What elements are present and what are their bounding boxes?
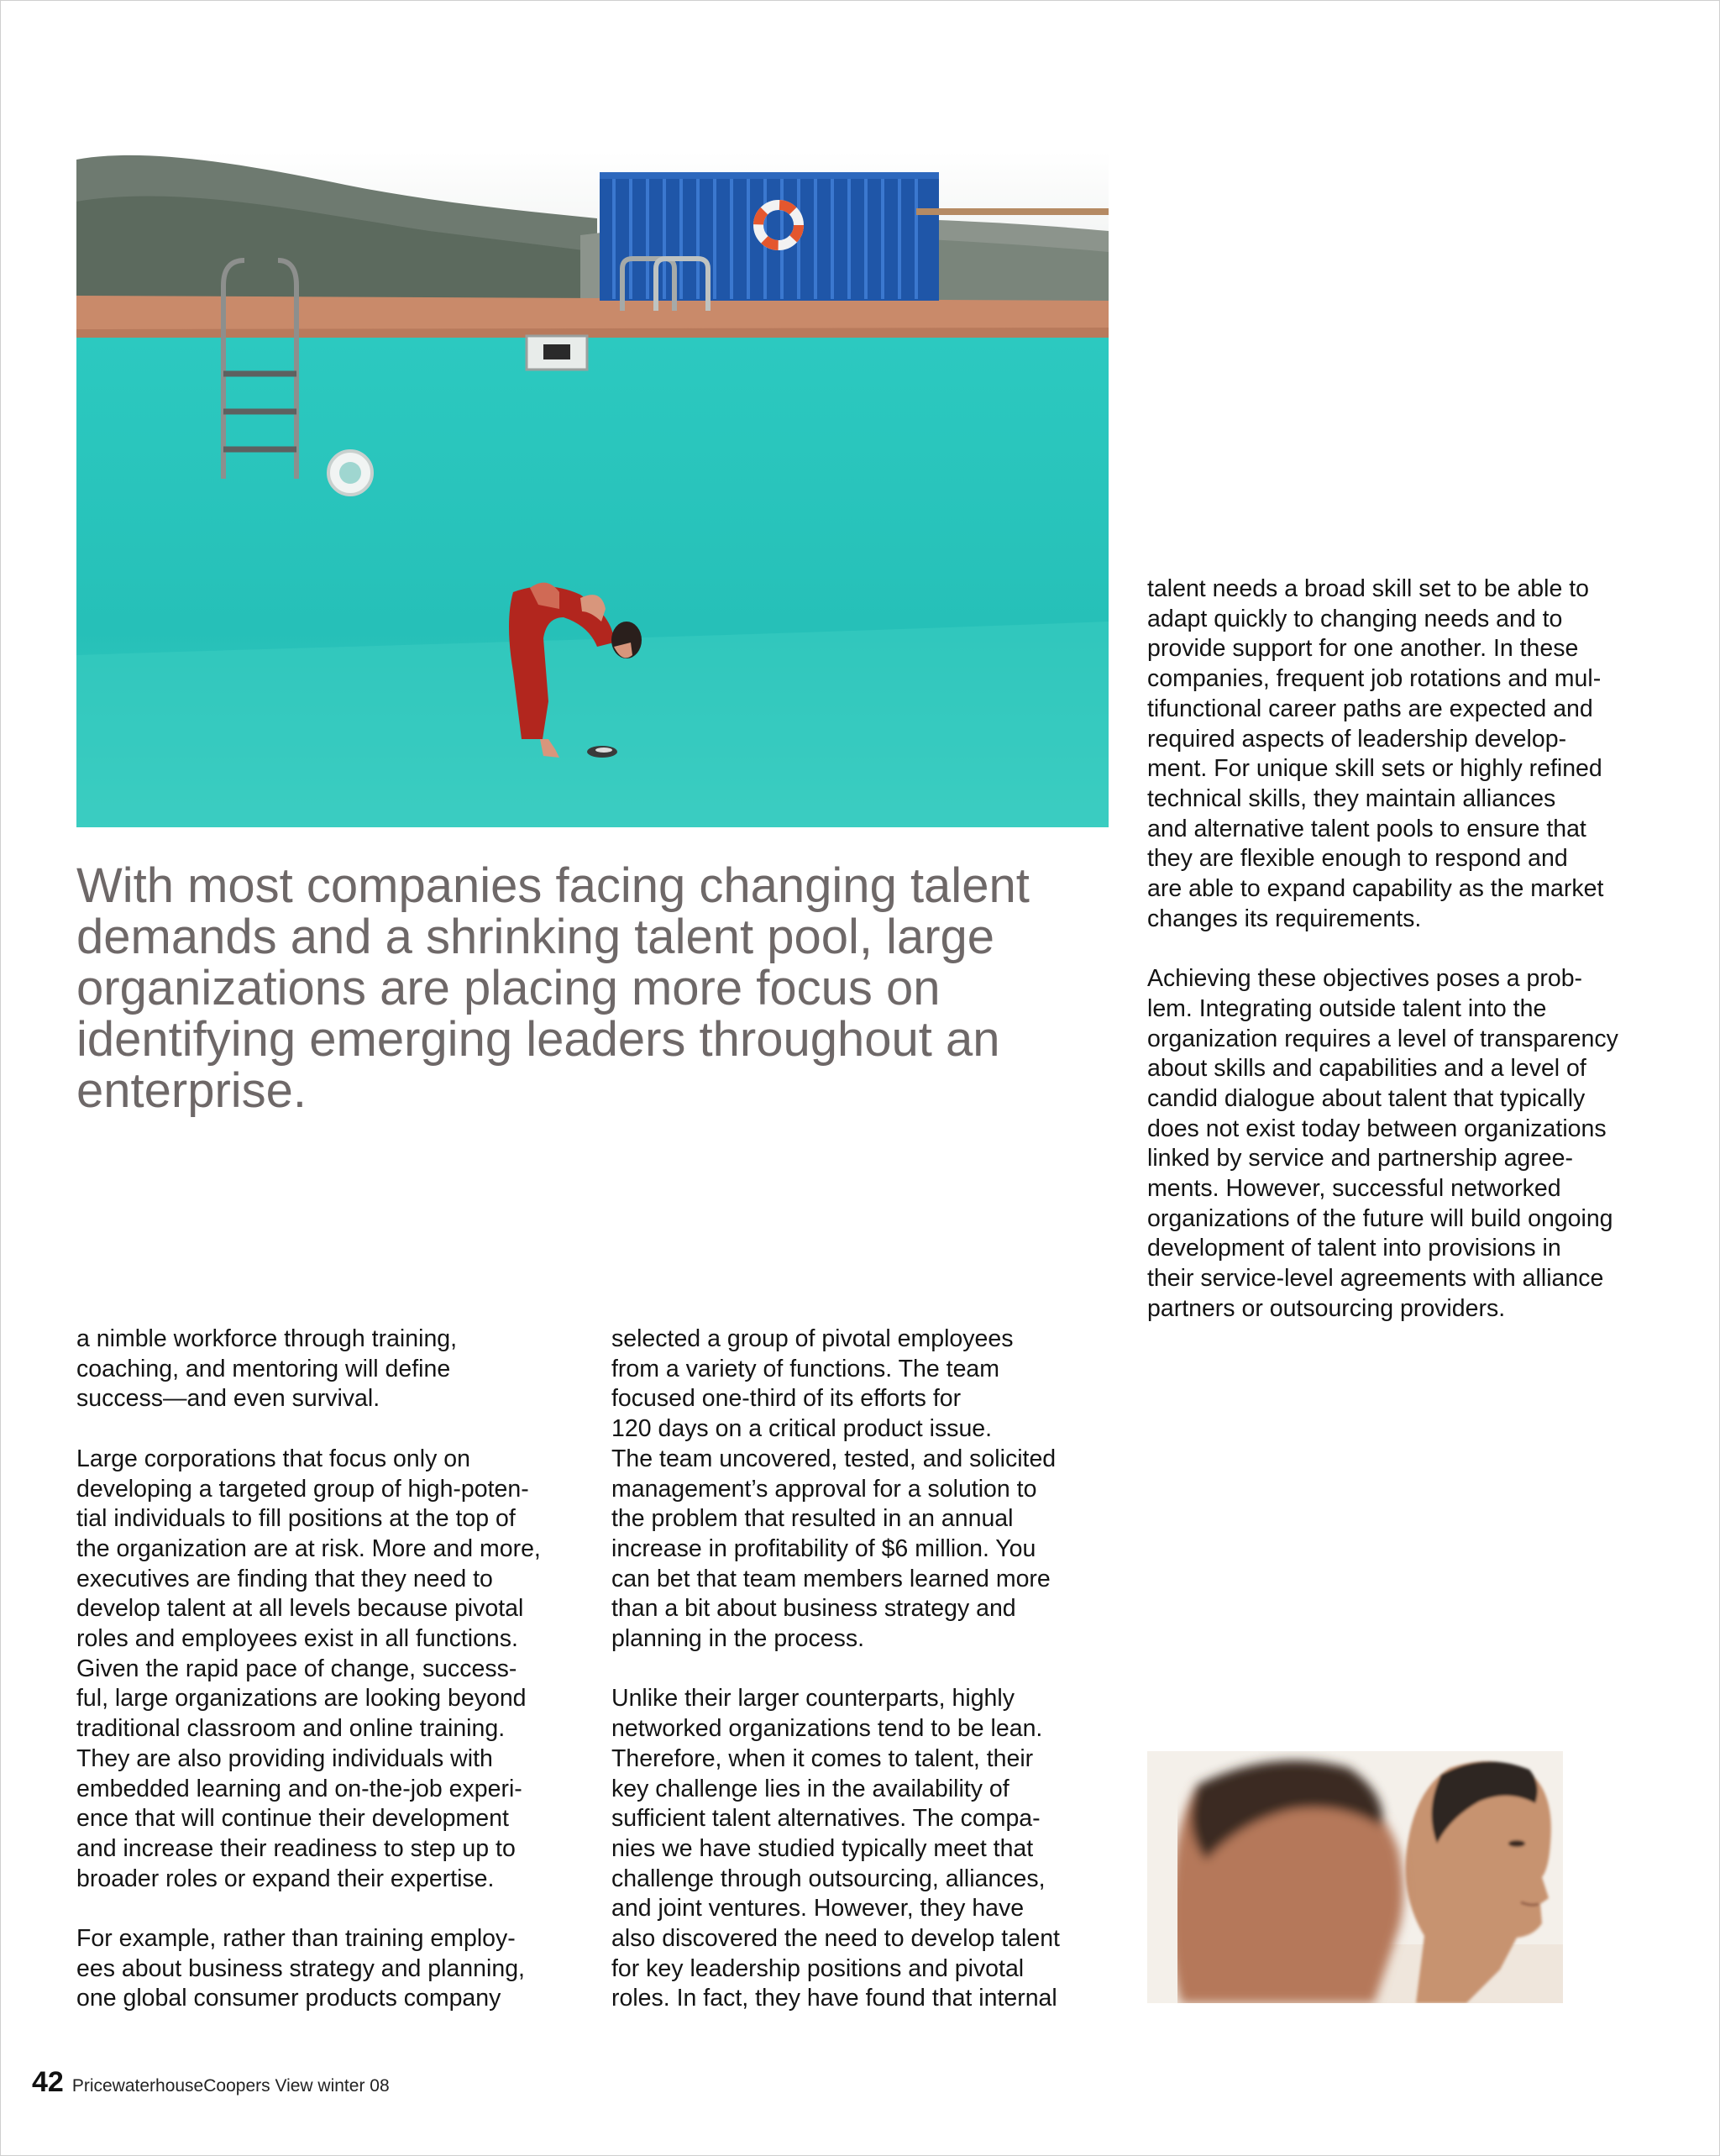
text-column-3	[1147, 574, 1651, 1325]
col2-paragraph-2: Unlike their larger counterparts, highly networked organizations tend to be lean. Therefore, when it comes to talent, their key challenge lies in the availability of sufficient talent alternatives. The compa- nies we have studied typically meet that challenge through outsourcing, alliances, and joint ventures. However, they have also discovered the need to develop talent for key leadership positions and pivotal roles. In fact, they have found that internal	[611, 1685, 1060, 2012]
col1-paragraph-3: For example, rather than training employ- ees about business strategy and planning, one global consumer products company	[76, 1925, 525, 2012]
publication-name: PricewaterhouseCoopers View winter 08	[71, 2076, 390, 2096]
pull-quote: With most companies facing changing talent demands and a shrinking talent pool, large organizations are placing more focus on identifying emerging leaders throughout an enterprise.	[76, 858, 1030, 1118]
text-column-2	[611, 1325, 1115, 2014]
text-column-1	[76, 1325, 580, 2014]
col1-paragraph-2: Large corporations that focus only on developing a targeted group of high-poten- tial individuals to fill positions at the top of the organization are at risk. More and more, executives are finding that they need to develop talent at all levels because pivotal roles and employees exist in all functions. Given the rapid pace of change, success- ful, large organizations are looking beyond traditional classroom and online training. They are also providing individuals with embedded learning and on-the-job experi- ence that will continue their development and increase their readiness to step up to broader roles or expand their expertise.	[76, 1445, 541, 1892]
col3-paragraph-2: Achieving these objectives poses a prob- lem. Integrating outside talent into the organization requires a level of transparency about skills and capabilities and a level of candid dialogue about talent that typically does not exist today between organizations linked by service and partnership agree- ments. However, successful networked organizations of the future will build ongoing development of talent into provisions in their service-level agreements with alliance partners or outsourcing providers.	[1147, 965, 1618, 1322]
col3-paragraph-1: talent needs a broad skill set to be able to adapt quickly to changing needs and to provide support for one another. In these companies, frequent job rotations and mul- tifunctional career paths are expected and required aspects of leadership develop- ment. For unique skill sets or highly refined technical skills, they maintain alliances and alternative talent pools to ensure that they are flexible enough to respond and are able to expand capability as the market changes its requirements.	[1147, 575, 1604, 932]
col2-paragraph-1: selected a group of pivotal employees from a variety of functions. The team focused one-third of its efforts for 120 days on a critical product issue. The team uncovered, tested, and solicited management’s approval for a solution to the problem that resulted in an annual increase in profitability of $6 million. You can bet that team members learned more than a bit about business strategy and planning in the process.	[611, 1325, 1057, 1653]
col1-paragraph-1: a nimble workforce through training, coaching, and mentoring will define success—and even survival.	[76, 1325, 458, 1413]
page-number: 42	[32, 2066, 64, 2098]
men-photo	[1147, 1751, 1563, 2003]
page-footer	[32, 2066, 390, 2099]
pool-photo	[76, 151, 1109, 827]
